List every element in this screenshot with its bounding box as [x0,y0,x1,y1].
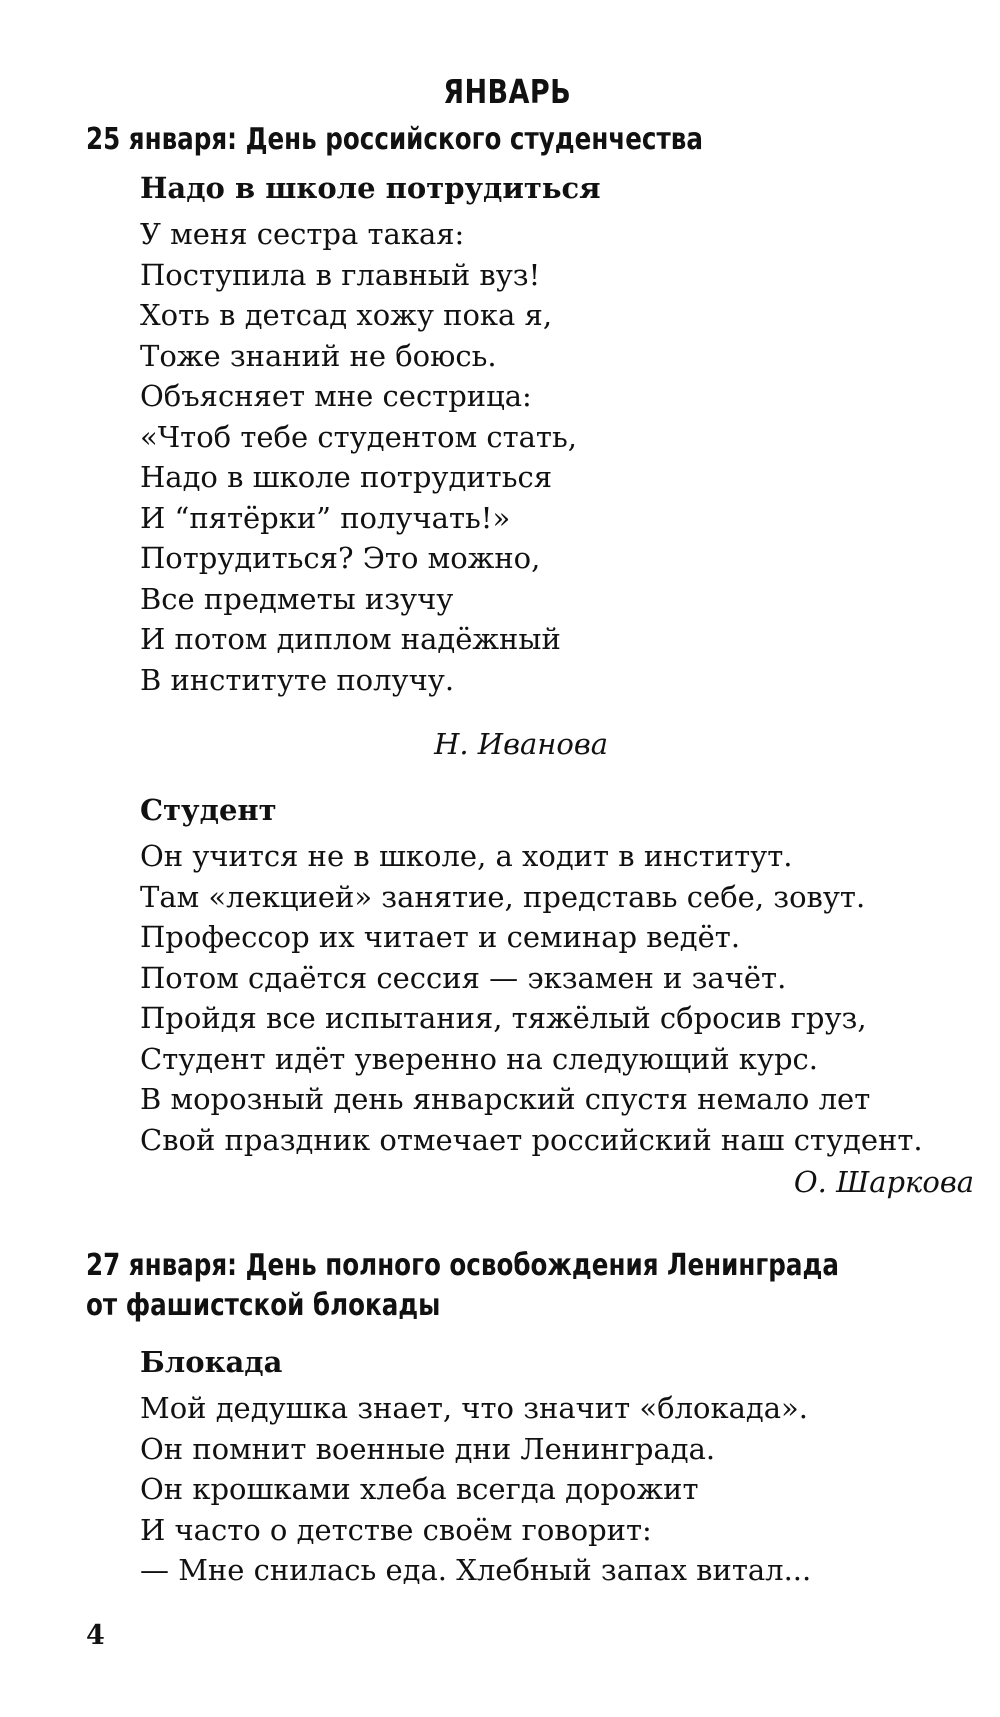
poem-line: Он крошками хлеба всегда дорожит [140,1472,699,1506]
poem-line: В морозный день январский спустя немало лет [140,1082,871,1116]
poem-line: В институте получу. [140,662,455,697]
poem-line: «Чтоб тебе студентом стать, [140,419,577,454]
poem-title: Студент [140,793,277,827]
section-heading-student-day: 25 января: День российского студенчества [86,122,703,157]
poem-author: Н. Иванова [434,727,608,761]
poem-line: Профессор их читает и семинар ведёт. [140,920,741,954]
section-heading-leningrad: 27 января: День полного освобождения Ленинграда [86,1248,839,1283]
poem-line: — Мне снилась еда. Хлебный запах витал... [140,1553,812,1587]
page-number: 4 [86,1620,105,1651]
poem-line: Все предметы изучу [140,581,454,616]
poem-line: Тоже знаний не боюсь. [140,338,497,373]
poem-line: Хоть в детсад хожу пока я, [140,298,553,332]
poem-lines [140,214,601,700]
poem-line: Потрудиться? Это можно, [140,541,541,575]
poem-line: Он помнит военные дни Ленинграда. [140,1431,716,1466]
poem-blokada [140,1342,811,1591]
month-title: ЯНВАРЬ [443,72,572,111]
poem-line: И “пятёрки” получать!» [140,500,511,535]
poem-line: И потом диплом надёжный [140,622,561,656]
poem-line: Объясняет мне сестрица: [140,379,532,413]
poem-line: Мой дедушка знает, что значит «блокада». [140,1391,809,1425]
poem-author: О. Шаркова [793,1165,974,1199]
poem-line: У меня сестра такая: [140,217,465,251]
poem-nado-v-shkole [140,168,601,700]
poem-line: Поступила в главный вуз! [140,257,541,292]
poem-line: Он учится не в школе, а ходит в институт. [140,839,793,873]
poem-line: Студент идёт уверенно на следующий курс. [140,1041,819,1076]
poem-student [140,790,923,1160]
poem-line: Свой праздник отмечает российский наш студент. [140,1122,923,1157]
poem-line: Надо в школе потрудиться [140,460,553,494]
poem-line: Пройдя все испытания, тяжёлый сбросив груз, [140,1001,867,1035]
poem-lines [140,836,923,1160]
poem-line: Потом сдаётся сессия — экзамен и зачёт. [140,960,787,995]
poem-line: Там «лекцией» занятие, представь себе, зовут. [140,879,866,914]
section-heading-leningrad-line2: от фашистской блокады [86,1288,441,1323]
poem-title: Блокада [140,1345,283,1379]
poem-lines [140,1388,811,1591]
poem-title: Надо в школе потрудиться [140,171,601,205]
poem-line: И часто о детстве своём говорит: [140,1512,652,1547]
